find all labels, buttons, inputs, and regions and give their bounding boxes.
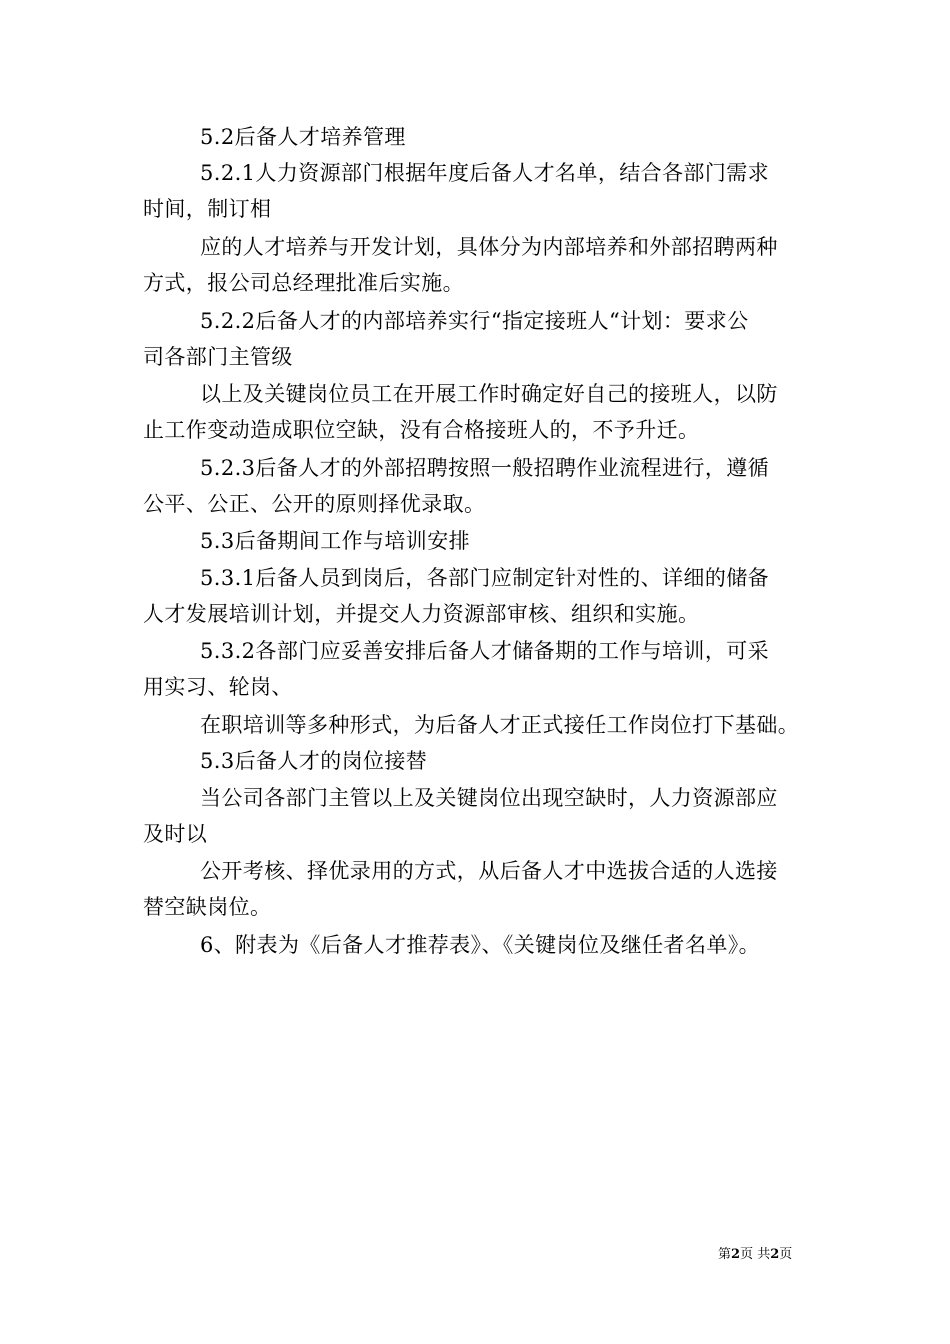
section-heading-5-3-replacement [143, 743, 823, 779]
section-heading-5-3 [143, 523, 823, 559]
footer-current-page: 2 [731, 1247, 741, 1262]
paragraph-vacancy-continued [143, 853, 823, 925]
paragraph-5-2-3 [143, 450, 823, 522]
paragraph-5-2-2 [143, 303, 823, 375]
paragraph-5-2-2-continued [143, 376, 823, 448]
page-number-footer [718, 1246, 792, 1264]
text-line: 公开考核、择优录用的方式，从后备人才中选拔合适的人选接 [200, 859, 778, 883]
text-line: 替空缺岗位。 [143, 895, 272, 919]
text-line: 5.3后备期间工作与培训安排 [200, 529, 470, 553]
text-line: 司各部门主管级 [143, 345, 293, 369]
text-line: 5.2.2后备人才的内部培养实行“指定接班人“计划：要求公 [200, 309, 749, 333]
text-line: 5.3.1后备人员到岗后，各部门应制定针对性的、详细的储备 [200, 566, 770, 590]
footer-prefix: 第 [718, 1247, 732, 1262]
text-line: 应的人才培养与开发计划，具体分为内部培养和外部招聘两种 [200, 235, 778, 259]
section-heading-5-2 [143, 119, 823, 155]
text-line: 公平、公正、公开的原则择优录取。 [143, 492, 486, 516]
footer-suffix: 页 [779, 1247, 793, 1262]
text-line: 5.2后备人才培养管理 [200, 125, 406, 149]
text-line: 5.2.3后备人才的外部招聘按照一般招聘作业流程进行，遵循 [200, 456, 770, 480]
paragraph-5-3-2-continued [143, 707, 823, 743]
footer-total-pages: 2 [770, 1247, 780, 1262]
text-line: 5.3.2各部门应妥善安排后备人才储备期的工作与培训，可采 [200, 639, 770, 663]
text-line: 及时以 [143, 822, 208, 846]
paragraph-5-2-1-continued [143, 229, 823, 301]
text-line: 用实习、轮岗、 [143, 675, 293, 699]
paragraph-5-2-1 [143, 155, 823, 227]
text-line: 5.3后备人才的岗位接替 [200, 749, 428, 773]
text-line: 止工作变动造成职位空缺，没有合格接班人的，不予升迁。 [143, 418, 700, 442]
text-line: 6、附表为《后备人才推荐表》、《关键岗位及继任者名单》。 [200, 933, 761, 957]
text-line: 方式，报公司总经理批准后实施。 [143, 271, 464, 295]
text-line: 5.2.1人力资源部门根据年度后备人才名单，结合各部门需求 [200, 161, 770, 185]
text-line: 时间，制订相 [143, 197, 272, 221]
text-line: 人才发展培训计划，并提交人力资源部审核、组织和实施。 [143, 602, 700, 626]
paragraph-attachments [143, 927, 823, 963]
paragraph-vacancy [143, 780, 823, 852]
text-line: 当公司各部门主管以上及关键岗位出现空缺时，人力资源部应 [200, 786, 778, 810]
text-line: 以上及关键岗位员工在开展工作时确定好自己的接班人，以防 [200, 382, 778, 406]
footer-middle: 页 共 [740, 1247, 771, 1262]
paragraph-5-3-1 [143, 560, 823, 632]
text-line: 在职培训等多种形式，为后备人才正式接任工作岗位打下基础。 [200, 713, 800, 737]
paragraph-5-3-2 [143, 633, 823, 705]
